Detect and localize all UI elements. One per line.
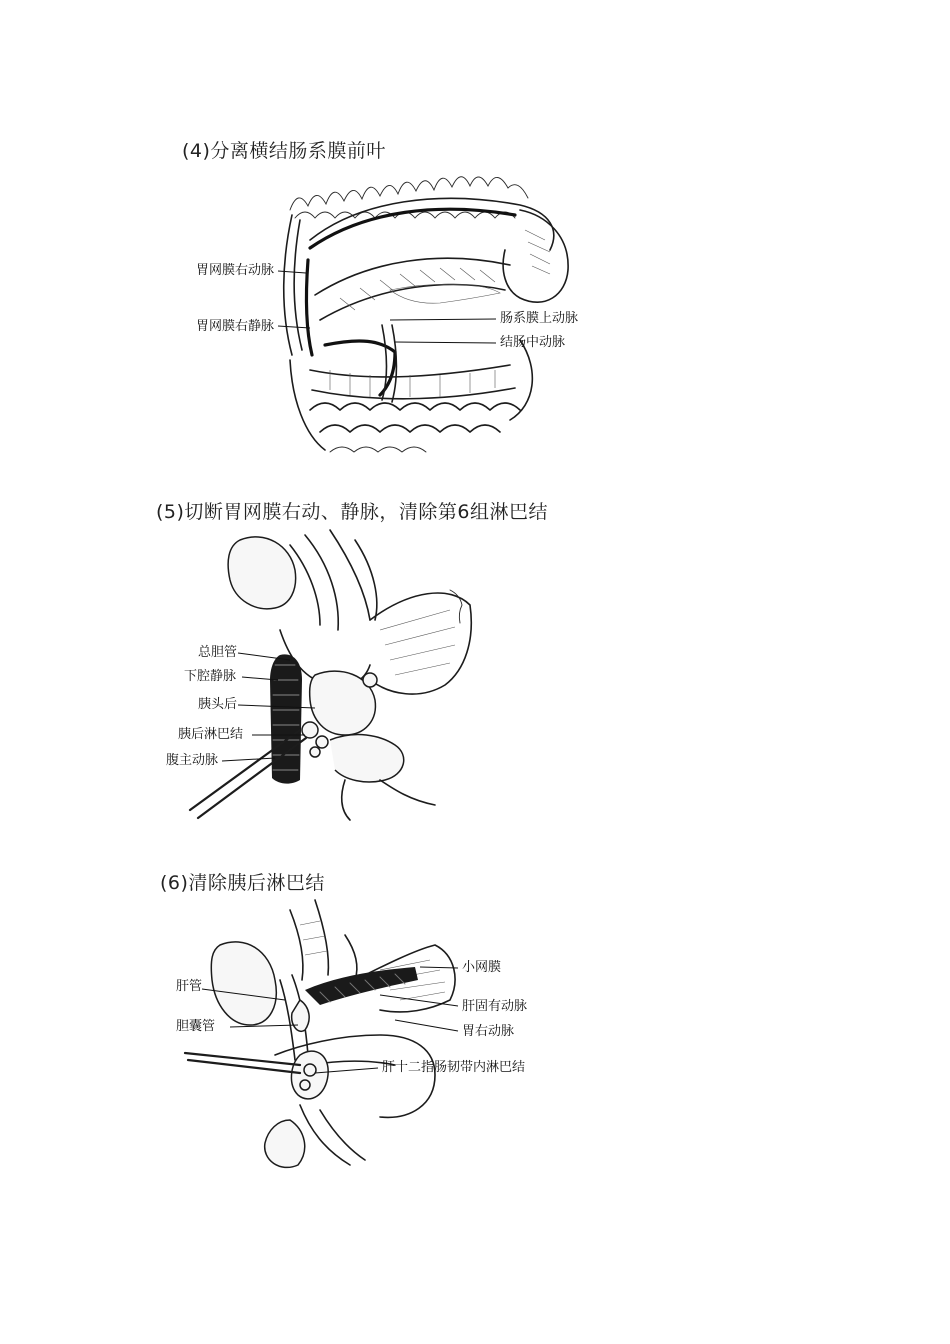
label-right-gastroepiploic-artery: 胃网膜右动脉	[196, 263, 275, 278]
label-common-bile-duct: 总胆管	[198, 645, 238, 660]
label-superior-mesenteric-artery: 肠系膜上动脉	[500, 311, 579, 326]
label-inferior-vena-cava: 下腔静脉	[184, 669, 237, 684]
label-hepatoduodenal-ligament-lymph-nodes: 肝十二指肠韧带内淋巴结	[382, 1060, 526, 1075]
figure-5-title: (5)切断胃网膜右动、静脉，清除第6组淋巴结	[156, 501, 549, 523]
label-right-gastroepiploic-vein: 胃网膜右静脉	[196, 319, 275, 334]
figure-4-title: (4)分离横结肠系膜前叶	[182, 140, 386, 162]
label-lesser-omentum: 小网膜	[462, 960, 502, 975]
label-right-gastric-artery: 胃右动脉	[462, 1024, 515, 1039]
figure-6-illustration	[180, 895, 470, 1175]
label-pancreatic-head-posterior: 胰头后	[198, 697, 238, 712]
figure-6-title: (6)清除胰后淋巴结	[160, 872, 325, 894]
label-proper-hepatic-artery: 肝固有动脉	[462, 999, 528, 1014]
label-cystic-duct: 胆囊管	[176, 1019, 216, 1034]
label-hepatic-duct: 肝管	[176, 979, 203, 994]
label-abdominal-aorta: 腹主动脉	[166, 753, 219, 768]
label-middle-colic-artery: 结肠中动脉	[500, 335, 566, 350]
label-retropancreatic-lymph-nodes: 胰后淋巴结	[178, 727, 244, 742]
